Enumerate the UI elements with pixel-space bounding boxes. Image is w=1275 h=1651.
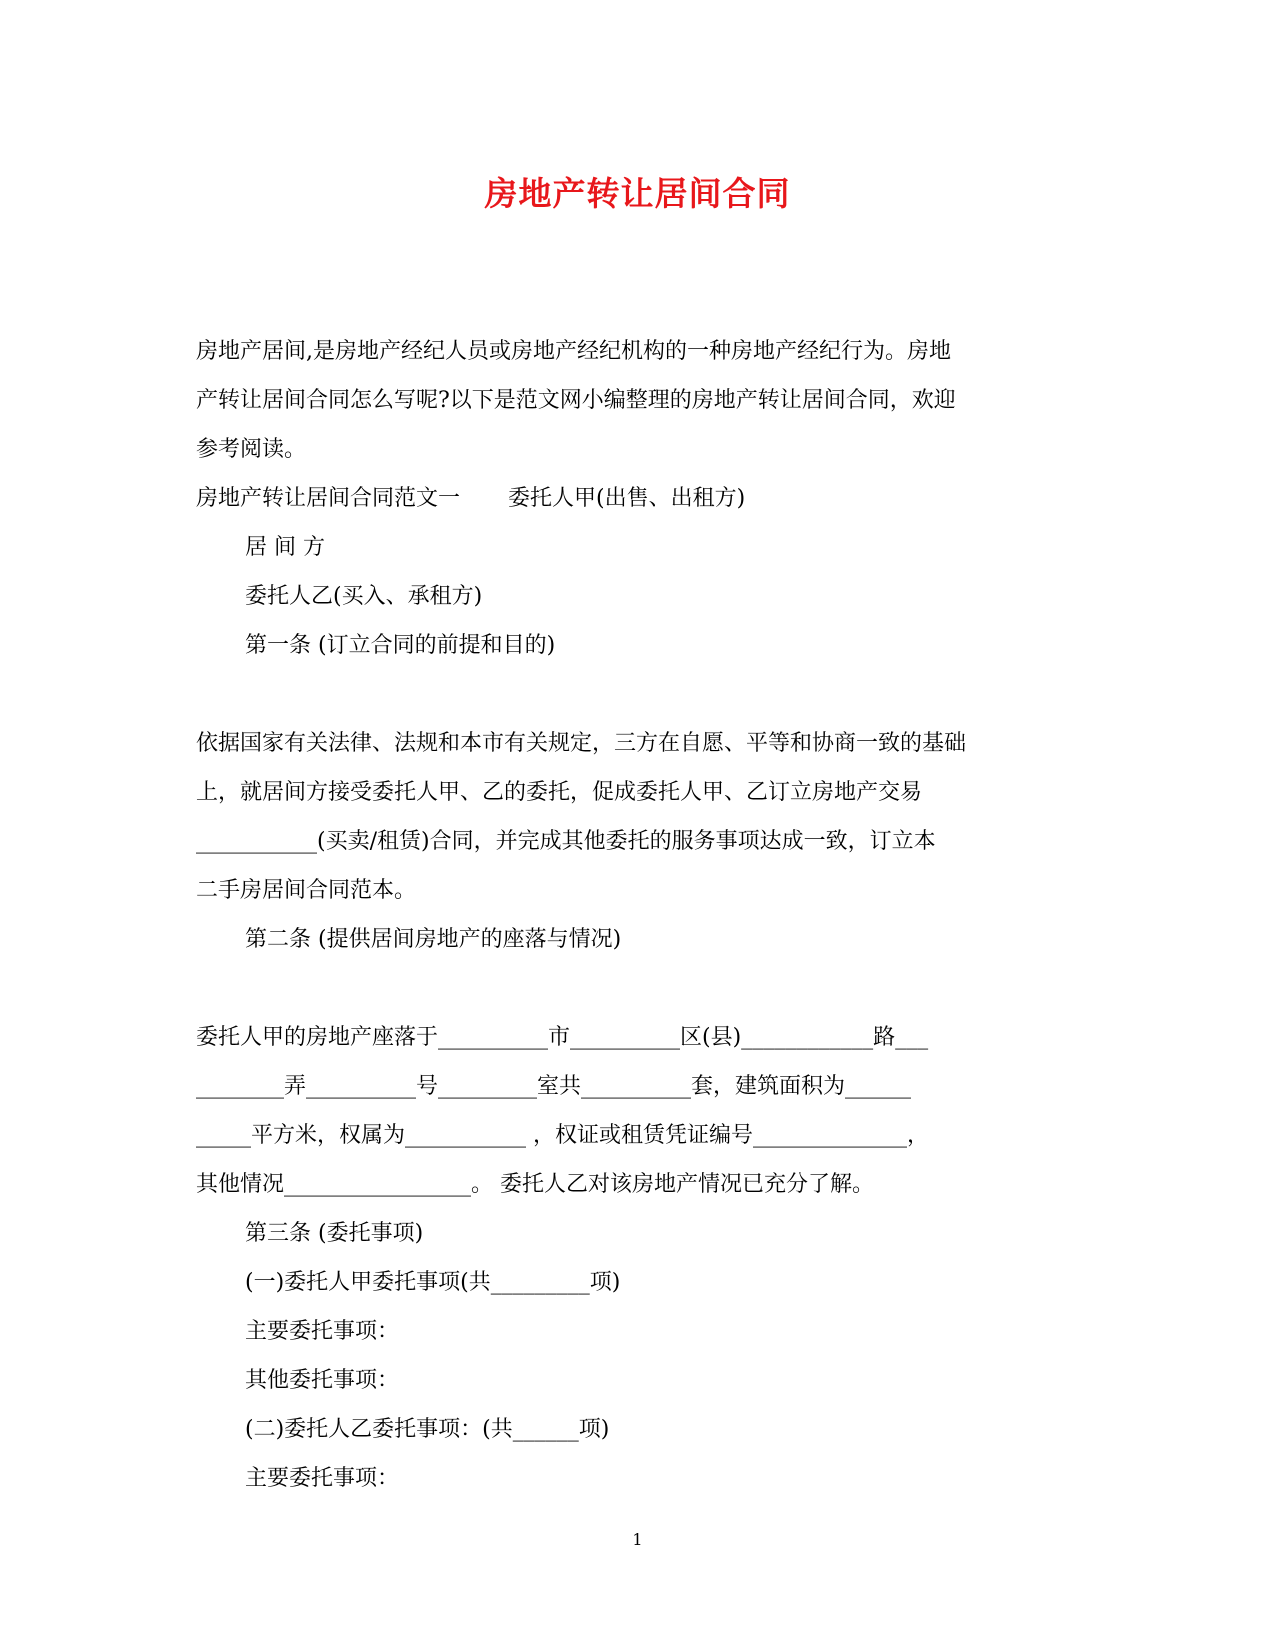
article2-text-line: ________弄__________号_________室共__________套，建筑面积为______ (196, 1074, 912, 1099)
spacer (196, 964, 1076, 1013)
article2-text-line: 委托人甲的房地产座落于__________市__________区(县)____________路___ (196, 1025, 929, 1050)
article1-text-line: 上，就居间方接受委托人甲、乙的委托，促成委托人甲、乙订立房地产交易 (196, 780, 923, 805)
article2-heading: 第二条 (提供居间房地产的座落与情况) (245, 927, 622, 952)
intro-line: 参考阅读。 (196, 437, 307, 462)
article2-text-line: _____平方米，权属为___________ ，权证或租赁凭证编号______________， (196, 1123, 929, 1148)
article2-text-line: 其他情况_________________。 委托人乙对该房地产情况已充分了解。 (196, 1172, 874, 1197)
article1-text-line: 二手房居间合同范本。 (196, 878, 417, 903)
other-matters-label: 其他委托事项： (245, 1368, 400, 1393)
party-a-label: 委托人甲(出售、出租方) (508, 486, 746, 511)
party-b-label: 委托人乙(买入、承租方) (245, 584, 483, 609)
intro-line: 房地产居间,是房地产经纪人员或房地产经纪机构的一种房地产经纪行为。房地 (196, 339, 951, 364)
document-body (196, 327, 1076, 1503)
sample-heading: 房地产转让居间合同范文一 (196, 486, 461, 511)
article3-heading: 第三条 (委托事项) (245, 1221, 424, 1246)
sample-heading-line (196, 474, 1076, 523)
article3-item-b: (二)委托人乙委托事项：(共______项) (245, 1417, 610, 1442)
intro-line: 产转让居间合同怎么写呢?以下是范文网小编整理的房地产转让居间合同，欢迎 (196, 388, 956, 413)
main-matters-label: 主要委托事项： (245, 1319, 400, 1344)
spacer (196, 670, 1076, 719)
article3-item-a: (一)委托人甲委托事项(共_________项) (245, 1270, 621, 1295)
article1-heading: 第一条 (订立合同的前提和目的) (245, 633, 556, 658)
page-number: 1 (632, 1530, 643, 1549)
main-matters-label: 主要委托事项： (245, 1466, 400, 1491)
article1-text-line: 依据国家有关法律、法规和本市有关规定，三方在自愿、平等和协商一致的基础 (196, 731, 967, 756)
article1-text-line: ___________(买卖/租赁)合同，并完成其他委托的服务事项达成一致，订立本 (196, 829, 936, 854)
document-title: 房地产转让居间合同 (484, 174, 791, 213)
broker-label: 居 间 方 (245, 535, 325, 560)
